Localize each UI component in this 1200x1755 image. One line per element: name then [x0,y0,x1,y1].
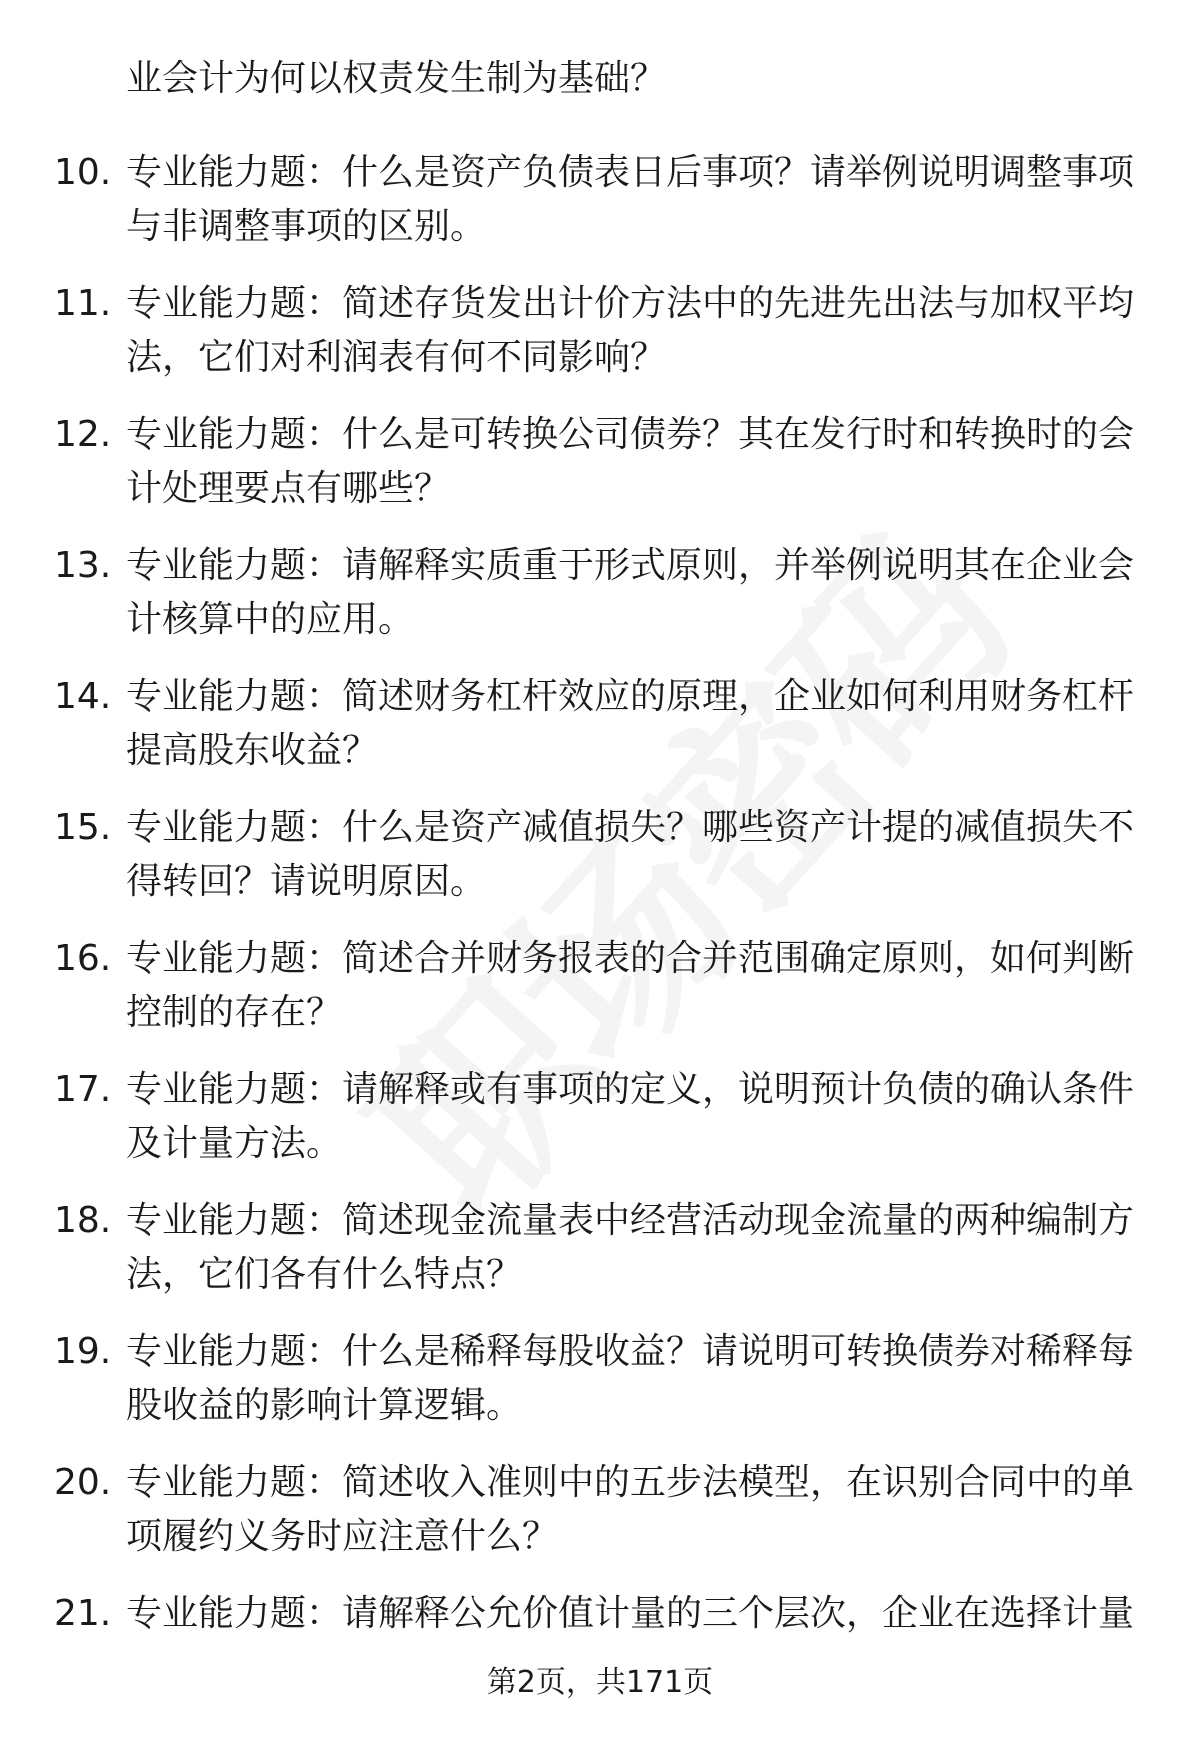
question-number: 19. [54,1331,112,1372]
question-list [0,146,1200,1718]
question-item [0,932,1200,1063]
question-text: 专业能力题：简述合并财务报表的合并范围确定原则，如何判断控制的存在？ [126,938,1135,1033]
question-item [0,277,1200,408]
question-number: 16. [54,938,112,979]
question-text: 专业能力题：什么是资产减值损失？哪些资产计提的减值损失不得转回？请说明原因。 [126,807,1135,902]
question-text: 专业能力题：简述财务杠杆效应的原理，企业如何利用财务杠杆提高股东收益？ [126,676,1135,771]
question-number: 13. [54,545,112,586]
question-item [0,408,1200,539]
question-number: 12. [54,414,112,455]
question-item [0,146,1200,277]
question-text: 专业能力题：什么是资产负债表日后事项？请举例说明调整事项与非调整事项的区别。 [126,152,1135,247]
question-text: 专业能力题：请解释公允价值计量的三个层次，企业在选择计量 [126,1593,1135,1634]
question-text: 专业能力题：简述现金流量表中经营活动现金流量的两种编制方法，它们各有什么特点？ [126,1200,1135,1295]
question-number: 11. [54,283,112,324]
question-number: 17. [54,1069,112,1110]
question-number: 18. [54,1200,112,1241]
question-item [0,1063,1200,1194]
question-item [0,1194,1200,1325]
question-item [0,539,1200,670]
question-text: 专业能力题：请解释或有事项的定义，说明预计负债的确认条件及计量方法。 [126,1069,1135,1164]
question-item [0,1325,1200,1456]
continued-question-text: 业会计为何以权责发生制为基础？ [126,58,667,99]
question-text: 专业能力题：什么是可转换公司债券？其在发行时和转换时的会计处理要点有哪些？ [126,414,1135,509]
question-text: 专业能力题：简述存货发出计价方法中的先进先出法与加权平均法，它们对利润表有何不同影响？ [126,283,1135,378]
question-text: 专业能力题：请解释实质重于形式原则，并举例说明其在企业会计核算中的应用。 [126,545,1135,640]
page-footer: 第2页，共171页 [486,1665,714,1700]
question-item [0,1456,1200,1587]
question-text: 专业能力题：什么是稀释每股收益？请说明可转换债券对稀释每股收益的影响计算逻辑。 [126,1331,1135,1426]
question-item [0,801,1200,932]
question-number: 10. [54,152,112,193]
question-number: 15. [54,807,112,848]
question-number: 14. [54,676,112,717]
question-number: 21. [54,1593,112,1634]
question-text: 专业能力题：简述收入准则中的五步法模型，在识别合同中的单项履约义务时应注意什么？ [126,1462,1135,1557]
question-item [0,670,1200,801]
question-number: 20. [54,1462,112,1503]
